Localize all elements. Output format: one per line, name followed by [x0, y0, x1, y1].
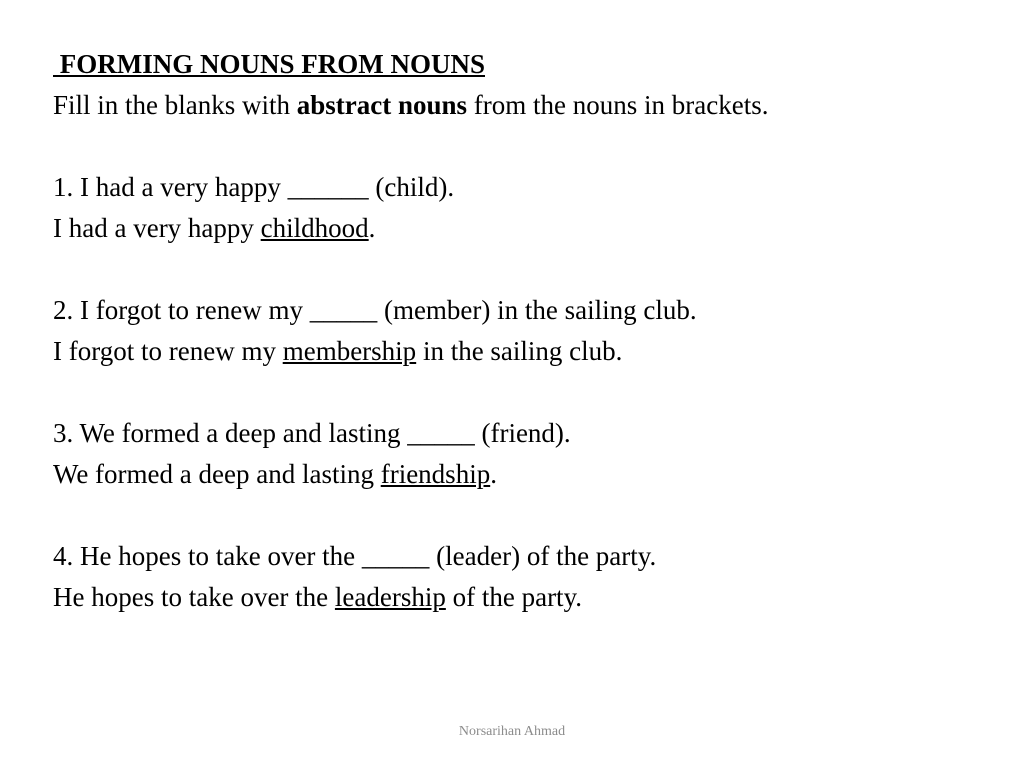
question-1: 1. I had a very happy ______ (child). — [53, 172, 455, 202]
slide-body — [53, 44, 1003, 618]
instruction-text-end: from the nouns in brackets. — [467, 90, 769, 120]
answer-2-after: in the sailing club. — [416, 336, 623, 366]
answer-3-after: . — [490, 459, 497, 489]
spacer — [53, 249, 1003, 290]
answer-4 — [53, 577, 1003, 618]
answer-4-before: He hopes to take over the — [53, 582, 335, 612]
answer-2 — [53, 331, 1003, 372]
answer-1-after: . — [368, 213, 376, 243]
spacer — [53, 126, 1003, 167]
instruction-text-start: Fill in the blanks with — [53, 90, 297, 120]
question-3: 3. We formed a deep and lasting _____ (friend). — [53, 418, 571, 448]
answer-1-before: I had a very happy — [53, 213, 261, 243]
question-2: 2. I forgot to renew my _____ (member) in the sailing club. — [53, 295, 697, 325]
footer-author: Norsarihan Ahmad — [458, 724, 566, 739]
answer-2-word: membership — [282, 336, 417, 366]
question-4: 4. He hopes to take over the _____ (leader) of the party. — [53, 541, 657, 571]
spacer — [53, 372, 1003, 413]
answer-2-before: I forgot to renew my — [53, 336, 283, 366]
answer-1-word: childhood — [260, 213, 369, 243]
answer-3-before: We formed a deep and lasting — [53, 459, 381, 489]
answer-4-after: of the party. — [445, 582, 583, 612]
answer-3-word: friendship — [380, 459, 491, 489]
instruction-bold-term: abstract nouns — [296, 90, 468, 120]
slide-title: FORMING NOUNS FROM NOUNS — [53, 49, 485, 79]
spacer — [53, 495, 1003, 536]
answer-3 — [53, 454, 1003, 495]
instruction-line — [53, 85, 1003, 126]
title-line — [53, 44, 1003, 85]
answer-4-word: leadership — [334, 582, 446, 612]
answer-1 — [53, 208, 1003, 249]
